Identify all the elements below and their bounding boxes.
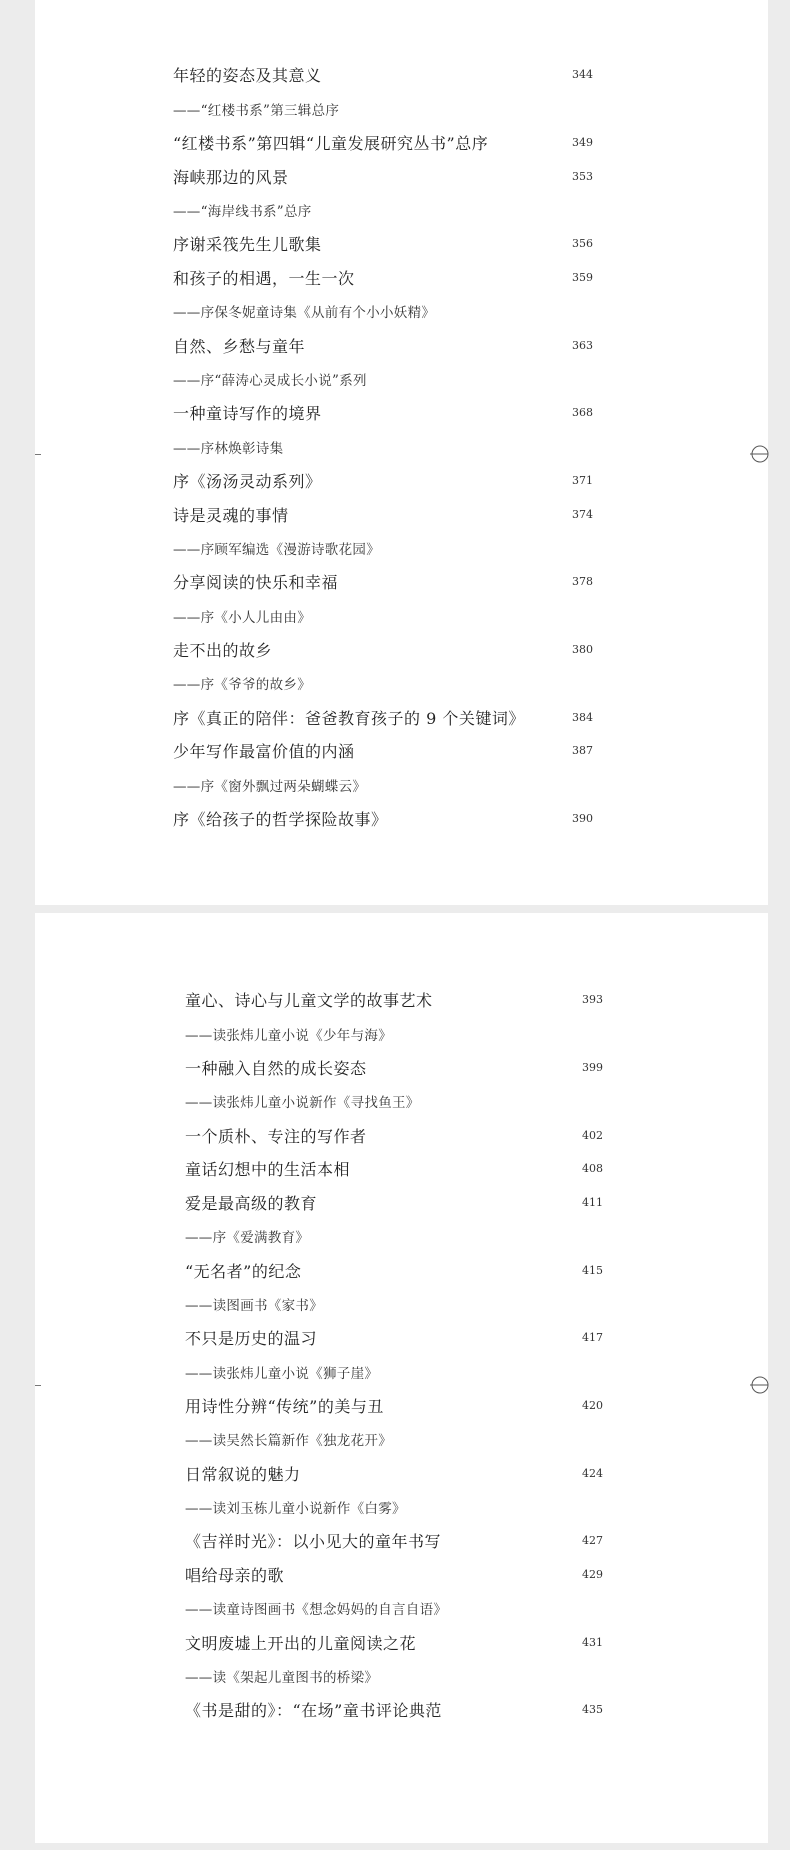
- toc-entry-title: 少年写作最富价值的内涵: [173, 742, 355, 762]
- toc-entry-title: 《吉祥时光》：以小见大的童年书写: [185, 1532, 442, 1552]
- toc-entry-row: [185, 1253, 603, 1287]
- toc-page-1: [35, 0, 768, 905]
- toc-subtitle-row: [185, 1490, 603, 1524]
- toc-subtitle-row: [173, 768, 593, 802]
- toc-subtitle: ——“红楼书系”第三辑总序: [173, 102, 340, 119]
- toc-page-number: 384: [572, 710, 593, 724]
- toc-entry-row: [173, 734, 593, 768]
- toc-entry-row: [185, 983, 603, 1017]
- toc-entry-row: [173, 464, 593, 498]
- toc-entry-title: 走不出的故乡: [173, 640, 273, 660]
- toc-subtitle: ——读刘玉栋儿童小说新作《白雾》: [185, 1500, 406, 1517]
- toc-subtitle: ——序《爱满教育》: [185, 1230, 310, 1247]
- toc-page-number: 371: [572, 473, 593, 487]
- toc-subtitle: ——读图画书《家书》: [185, 1298, 323, 1315]
- toc-entry-row: [173, 802, 593, 836]
- toc-entry-row: [185, 1118, 603, 1152]
- toc-entry-title: 海峡那边的风景: [173, 167, 289, 187]
- toc-entry-row: [173, 700, 593, 734]
- toc-subtitle-row: [185, 1220, 603, 1254]
- registration-mark-icon: [750, 1375, 770, 1395]
- toc-subtitle: ——读张炜儿童小说《狮子崖》: [185, 1365, 379, 1382]
- toc-entry-row: [185, 1389, 603, 1423]
- toc-entry-title: 唱给母亲的歌: [185, 1565, 285, 1585]
- toc-entry-row: [173, 261, 593, 295]
- toc-entry-row: [185, 1625, 603, 1659]
- toc-page-number: 378: [572, 575, 593, 589]
- toc-page-number: 417: [582, 1331, 603, 1345]
- toc-page-number: 420: [582, 1398, 603, 1412]
- toc-page-number: 359: [572, 271, 593, 285]
- toc-page-number: 435: [582, 1703, 603, 1717]
- toc-entry-title: 一种童诗写作的境界: [173, 404, 322, 424]
- toc-page-number: 349: [572, 135, 593, 149]
- toc-page-number: 390: [572, 811, 593, 825]
- toc-entry-title: 一种融入自然的成长姿态: [185, 1058, 367, 1078]
- toc-page-number: 408: [582, 1162, 603, 1176]
- toc-entry-row: [185, 1152, 603, 1186]
- toc-page-number: 429: [582, 1567, 603, 1581]
- toc-page-number: 356: [572, 237, 593, 251]
- toc-subtitle-row: [185, 1659, 603, 1693]
- toc-entry-title: 《书是甜的》：“在场”童书评论典范: [185, 1701, 442, 1721]
- toc-subtitle: ——读童诗图画书《想念妈妈的自言自语》: [185, 1602, 448, 1619]
- toc-subtitle-row: [185, 1355, 603, 1389]
- toc-entry-row: [185, 1456, 603, 1490]
- toc-entry-title: 日常叙说的魅力: [185, 1464, 301, 1484]
- toc-subtitle-row: [185, 1422, 603, 1456]
- toc-entry-row: [173, 633, 593, 667]
- toc-subtitle: ——序保冬妮童诗集《从前有个小小妖精》: [173, 305, 436, 322]
- left-crop-mark: [35, 454, 41, 455]
- toc-entry-title: 不只是历史的温习: [185, 1329, 318, 1349]
- toc-entry-title: “红楼书系”第四辑“儿童发展研究丛书”总序: [173, 133, 489, 153]
- toc-entry-row: [185, 1524, 603, 1558]
- toc-entry-row: [173, 227, 593, 261]
- toc-subtitle-row: [173, 295, 593, 329]
- toc-subtitle: ——序《小人儿由由》: [173, 609, 311, 626]
- toc-entry-title: 爱是最高级的教育: [185, 1194, 318, 1214]
- toc-page-number: 387: [572, 744, 593, 758]
- toc-entry-row: [173, 159, 593, 193]
- toc-entry-title: 童话幻想中的生活本相: [185, 1160, 351, 1180]
- toc-subtitle-row: [173, 599, 593, 633]
- toc-subtitle: ——序“薛涛心灵成长小说”系列: [173, 373, 367, 390]
- toc-page-number: 415: [582, 1263, 603, 1277]
- toc-entry-title: 用诗性分辨“传统”的美与丑: [185, 1396, 384, 1416]
- toc-list: [173, 58, 593, 835]
- toc-page-number: 402: [582, 1128, 603, 1142]
- toc-entry-row: [173, 126, 593, 160]
- toc-page-number: 431: [582, 1635, 603, 1649]
- toc-entry-title: 序《汤汤灵动系列》: [173, 471, 322, 491]
- toc-subtitle-row: [185, 1084, 603, 1118]
- registration-mark-icon: [750, 444, 770, 464]
- toc-page-number: 374: [572, 507, 593, 521]
- toc-entry-title: 分享阅读的快乐和幸福: [173, 573, 339, 593]
- toc-entry-title: 文明废墟上开出的儿童阅读之花: [185, 1633, 417, 1653]
- toc-page-number: 393: [582, 993, 603, 1007]
- toc-entry-title: 诗是灵魂的事情: [173, 505, 289, 525]
- toc-entry-row: [173, 328, 593, 362]
- toc-subtitle-row: [173, 531, 593, 565]
- toc-subtitle: ——读张炜儿童小说《少年与海》: [185, 1027, 392, 1044]
- toc-page-number: 353: [572, 169, 593, 183]
- toc-subtitle-row: [185, 1591, 603, 1625]
- toc-subtitle: ——读张炜儿童小说新作《寻找鱼王》: [185, 1095, 420, 1112]
- toc-page-number: 363: [572, 338, 593, 352]
- toc-page-number: 424: [582, 1466, 603, 1480]
- toc-page-number: 399: [582, 1060, 603, 1074]
- toc-subtitle: ——读《架起儿童图书的桥梁》: [185, 1669, 379, 1686]
- toc-subtitle-row: [185, 1017, 603, 1051]
- toc-subtitle-row: [185, 1287, 603, 1321]
- toc-subtitle: ——“海岸线书系”总序: [173, 204, 312, 221]
- toc-entry-row: [185, 1321, 603, 1355]
- toc-subtitle-row: [173, 666, 593, 700]
- toc-entry-title: 一个质朴、专注的写作者: [185, 1126, 367, 1146]
- toc-page-number: 368: [572, 406, 593, 420]
- toc-subtitle-row: [173, 362, 593, 396]
- toc-entry-title: 自然、乡愁与童年: [173, 336, 306, 356]
- toc-subtitle-row: [173, 430, 593, 464]
- toc-entry-row: [185, 1693, 603, 1727]
- toc-subtitle: ——序《窗外飘过两朵蝴蝶云》: [173, 778, 367, 795]
- toc-entry-title: 和孩子的相遇，一生一次: [173, 269, 355, 289]
- toc-entry-title: 序《给孩子的哲学探险故事》: [173, 809, 388, 829]
- toc-subtitle: ——序林焕彰诗集: [173, 440, 284, 457]
- toc-subtitle-row: [173, 92, 593, 126]
- toc-page-2: [35, 913, 768, 1843]
- toc-entry-row: [173, 58, 593, 92]
- toc-entry-title: “无名者”的纪念: [185, 1261, 302, 1281]
- toc-page-number: 427: [582, 1534, 603, 1548]
- toc-page-number: 344: [572, 68, 593, 82]
- toc-entry-row: [185, 1186, 603, 1220]
- toc-entry-row: [185, 1558, 603, 1592]
- left-crop-mark: [35, 1385, 41, 1386]
- toc-list: [185, 983, 603, 1727]
- toc-entry-title: 年轻的姿态及其意义: [173, 66, 322, 86]
- toc-entry-row: [173, 497, 593, 531]
- toc-subtitle: ——序《爷爷的故乡》: [173, 677, 311, 694]
- toc-page-number: 380: [572, 642, 593, 656]
- toc-subtitle-row: [173, 193, 593, 227]
- toc-entry-row: [185, 1051, 603, 1085]
- toc-entry-title: 序谢采筏先生儿歌集: [173, 235, 322, 255]
- toc-subtitle: ——读吴然长篇新作《独龙花开》: [185, 1433, 392, 1450]
- toc-page-number: 411: [582, 1196, 603, 1210]
- toc-entry-row: [173, 396, 593, 430]
- toc-entry-title: 童心、诗心与儿童文学的故事艺术: [185, 991, 433, 1011]
- toc-entry-row: [173, 565, 593, 599]
- toc-subtitle: ——序顾军编选《漫游诗歌花园》: [173, 542, 380, 559]
- toc-entry-title: 序《真正的陪伴：爸爸教育孩子的 9 个关键词》: [173, 708, 525, 728]
